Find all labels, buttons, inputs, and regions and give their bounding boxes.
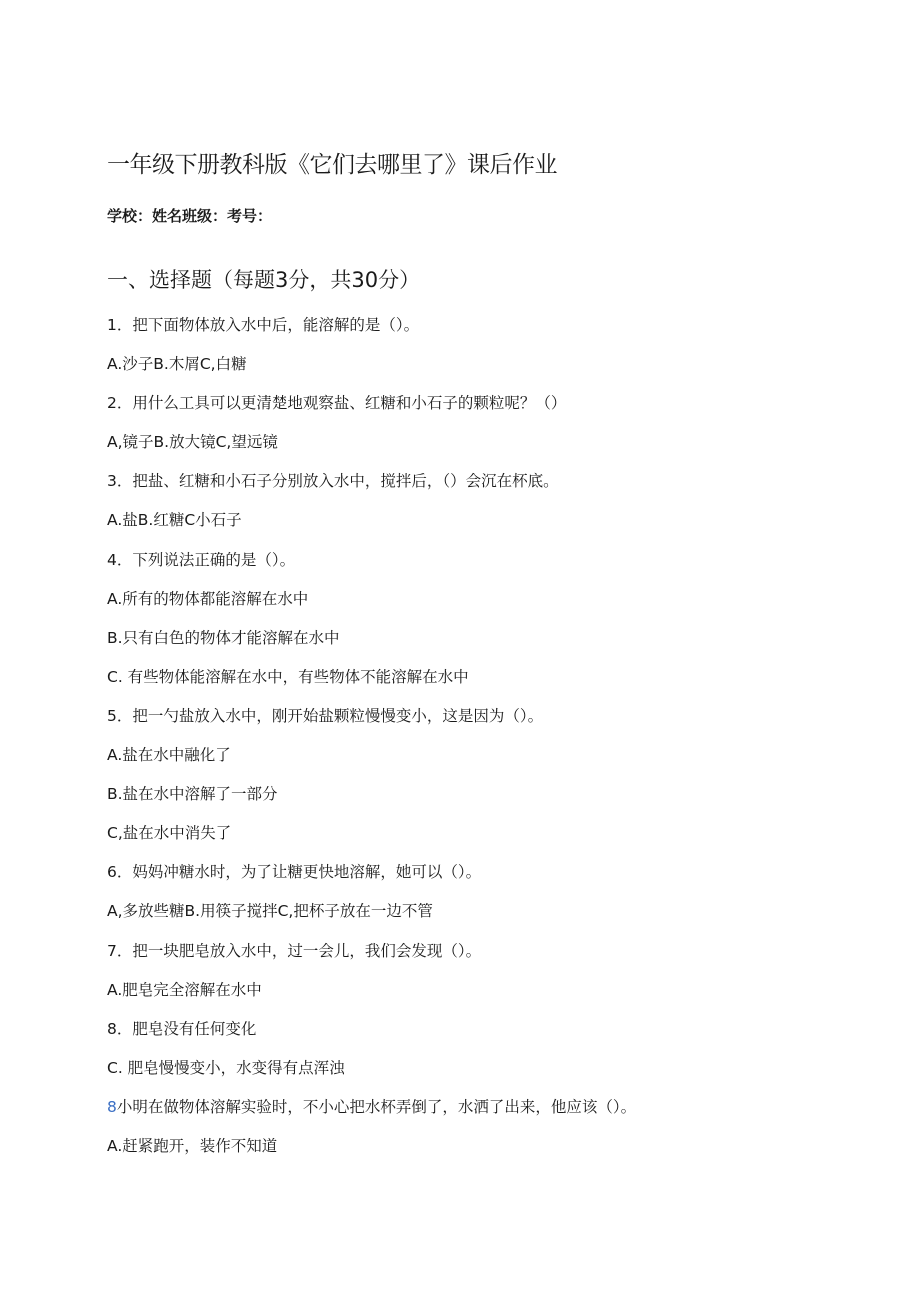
question-5-option-c: [107, 821, 887, 860]
line-text: 3．把盐、红糖和小石子分别放入水中，搅拌后，（）会沉在杯底。: [107, 472, 559, 491]
line-text: B.盐在水中溶解了一部分: [107, 785, 278, 804]
line-text: A.沙子B.木屑C,白糖: [107, 355, 247, 374]
question-1-options: [107, 352, 887, 391]
question-6: [107, 860, 887, 899]
line-text: C. 肥皂慢慢变小，水变得有点浑浊: [107, 1058, 345, 1077]
line-text: C,盐在水中消失了: [107, 824, 232, 843]
line-text: 8．肥皂没有任何变化: [107, 1019, 257, 1038]
line-text: 2．用什么工具可以更清楚地观察盐、红糖和小石子的颗粒呢？（）: [107, 394, 567, 413]
question-number: 8: [107, 1097, 117, 1116]
question-4-option-c: [107, 665, 887, 704]
line-text: B.只有白色的物体才能溶解在水中: [107, 628, 340, 647]
question-2: [107, 391, 887, 430]
question-list: [107, 313, 887, 1173]
question-3-options: [107, 508, 887, 547]
question-2-options: [107, 430, 887, 469]
line-text: A,镜子B.放大镜C,望远镜: [107, 433, 278, 452]
line-text: 6．妈妈冲糖水时，为了让糖更快地溶解，她可以（）。: [107, 863, 482, 882]
line-text: A.所有的物体都能溶解在水中: [107, 589, 309, 608]
section-heading: 一、选择题（每题3分，共30分）: [107, 268, 421, 292]
line-text: A.赶紧跑开，装作不知道: [107, 1136, 278, 1155]
line-text: 小明在做物体溶解实验时，不小心把水杯弄倒了，水洒了出来，他应该（）。: [116, 1097, 637, 1116]
question-5: [107, 704, 887, 743]
student-info-line: 学校：姓名班级：考号：: [107, 207, 273, 225]
question-8-option-a: [107, 1134, 887, 1173]
line-text: 1．把下面物体放入水中后，能溶解的是（）。: [107, 316, 420, 334]
question-7-option-b: [107, 1017, 887, 1056]
line-text: 5．把一勺盐放入水中，刚开始盐颗粒慢慢变小，这是因为（）。: [107, 706, 544, 725]
question-4-option-a: [107, 587, 887, 626]
question-3: [107, 469, 887, 508]
line-text: 4．下列说法正确的是（）。: [107, 550, 296, 569]
line-text: A.盐在水中融化了: [107, 746, 231, 765]
document-title: 一年级下册教科版《它们去哪里了》课后作业: [107, 152, 557, 178]
question-4: [107, 548, 887, 587]
line-text: A.肥皂完全溶解在水中: [107, 980, 262, 999]
question-5-option-b: [107, 782, 887, 821]
question-5-option-a: [107, 743, 887, 782]
question-7-option-a: [107, 978, 887, 1017]
question-7: [107, 939, 887, 978]
line-text: A.盐B.红糖C小石子: [107, 511, 242, 530]
line-text: C. 有些物体能溶解在水中，有些物体不能溶解在水中: [107, 667, 469, 686]
line-text: A,多放些糖B.用筷子搅拌C,把杯子放在一边不管: [107, 902, 433, 921]
question-4-option-b: [107, 626, 887, 665]
line-text: 7．把一块肥皂放入水中，过一会儿，我们会发现（）。: [107, 941, 482, 960]
question-6-options: [107, 899, 887, 938]
question-1: [107, 313, 887, 352]
question-7-option-c: [107, 1056, 887, 1095]
question-8: [107, 1095, 887, 1134]
